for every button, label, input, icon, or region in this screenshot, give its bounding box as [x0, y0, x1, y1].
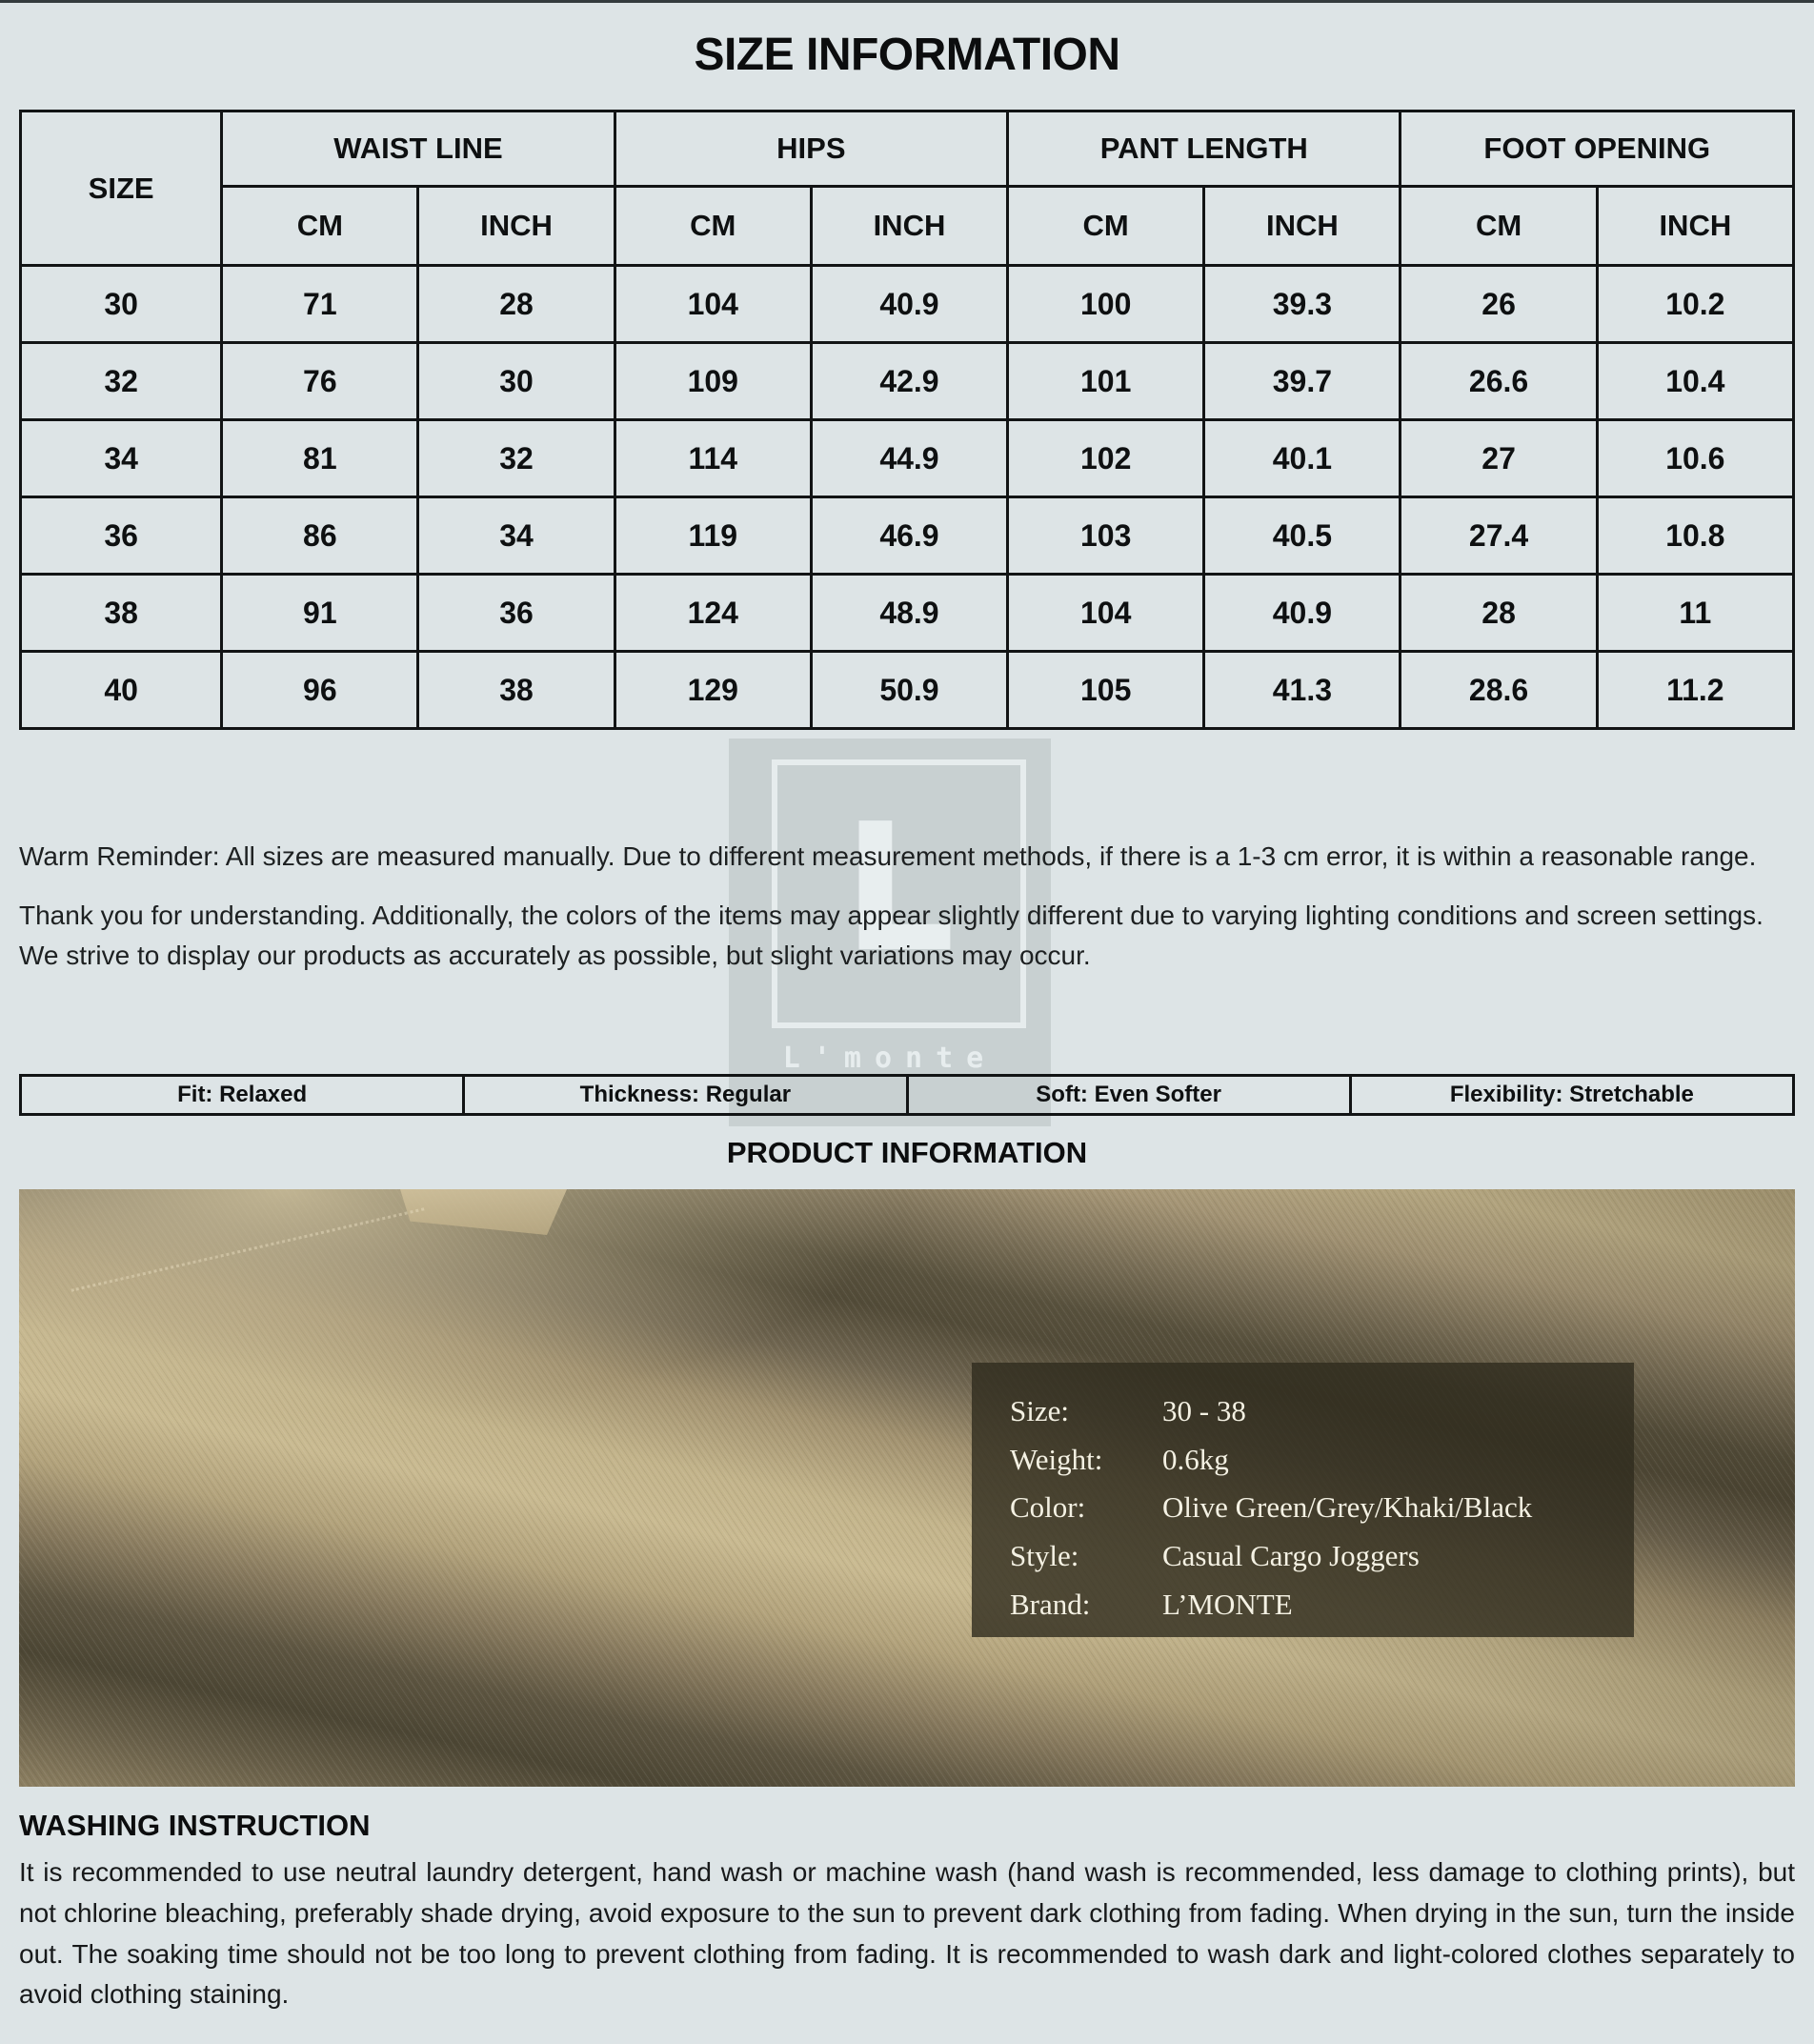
value-cell: 129: [615, 652, 811, 729]
watermark-logo-letter: L: [842, 784, 956, 991]
value-cell: 26: [1401, 266, 1597, 343]
value-cell: 91: [222, 575, 418, 652]
size-column-header: SIZE: [21, 111, 222, 266]
table-row: [21, 497, 1794, 575]
fabric-photo: [19, 1189, 1795, 1787]
value-cell: 28: [1401, 575, 1597, 652]
page-top-rule: [0, 0, 1814, 3]
info-label-brand: Brand:: [1010, 1587, 1091, 1621]
value-cell: 40.5: [1204, 497, 1401, 575]
value-cell: 100: [1008, 266, 1204, 343]
size-cell: 38: [21, 575, 222, 652]
value-cell: 36: [418, 575, 615, 652]
value-cell: 30: [418, 343, 615, 420]
attribute-softness: Soft: Even Softer: [906, 1077, 1349, 1113]
value-cell: 114: [615, 420, 811, 497]
size-cell: 36: [21, 497, 222, 575]
info-value-size: 30 - 38: [1162, 1394, 1246, 1427]
value-cell: 34: [418, 497, 615, 575]
value-cell: 28: [418, 266, 615, 343]
attribute-thickness: Thickness: Regular: [462, 1077, 905, 1113]
value-cell: 102: [1008, 420, 1204, 497]
group-header-hips: HIPS: [615, 111, 1007, 187]
washing-instruction-text: It is recommended to use neutral laundry detergent, hand wash or machine wash (hand wash is recommended, less damage to clothing prints), but not chlorine bleaching, preferably shade drying, avoid exposure to the sun to prevent dark clothing from fading. When drying in the sun, turn the inside out. The soaking time should not be too long to prevent clothing from fading. It is recommended to wash dark and light-colored clothes separately to avoid clothing staining.: [19, 1857, 1795, 2010]
info-label-style: Style:: [1010, 1539, 1079, 1573]
value-cell: 41.3: [1204, 652, 1401, 729]
value-cell: 42.9: [811, 343, 1007, 420]
info-label-color: Color:: [1010, 1490, 1086, 1525]
size-table: [19, 110, 1795, 730]
value-cell: 103: [1008, 497, 1204, 575]
attribute-bar: [19, 1074, 1795, 1116]
notes-section: [19, 837, 1795, 975]
attribute-flexibility: Flexibility: Stretchable: [1349, 1077, 1792, 1113]
table-row: [21, 266, 1794, 343]
group-header-foot-opening: FOOT OPENING: [1401, 111, 1794, 187]
fabric-seam-line: [71, 1207, 425, 1291]
value-cell: 124: [615, 575, 811, 652]
value-cell: 50.9: [811, 652, 1007, 729]
unit-header-cm: CM: [1401, 187, 1597, 266]
table-group-header-row: [21, 111, 1794, 187]
unit-header-cm: CM: [1008, 187, 1204, 266]
unit-header-inch: INCH: [811, 187, 1007, 266]
product-information-heading: PRODUCT INFORMATION: [726, 1136, 1088, 1169]
size-cell: 30: [21, 266, 222, 343]
value-cell: 11.2: [1597, 652, 1793, 729]
size-cell: 40: [21, 652, 222, 729]
value-cell: 104: [615, 266, 811, 343]
info-value-style: Casual Cargo Joggers: [1162, 1539, 1420, 1573]
value-cell: 10.4: [1597, 343, 1793, 420]
value-cell: 109: [615, 343, 811, 420]
value-cell: 11: [1597, 575, 1793, 652]
value-cell: 76: [222, 343, 418, 420]
info-value-weight: 0.6kg: [1162, 1442, 1229, 1476]
value-cell: 27.4: [1401, 497, 1597, 575]
value-cell: 105: [1008, 652, 1204, 729]
unit-header-inch: INCH: [418, 187, 615, 266]
value-cell: 10.2: [1597, 266, 1793, 343]
unit-header-cm: CM: [222, 187, 418, 266]
info-label-size: Size:: [1010, 1394, 1069, 1427]
unit-header-cm: CM: [615, 187, 811, 266]
table-row: [21, 343, 1794, 420]
size-cell: 34: [21, 420, 222, 497]
value-cell: 44.9: [811, 420, 1007, 497]
value-cell: 71: [222, 266, 418, 343]
value-cell: 96: [222, 652, 418, 729]
value-cell: 48.9: [811, 575, 1007, 652]
value-cell: 10.6: [1597, 420, 1793, 497]
fabric-stitched-patch: [400, 1189, 567, 1235]
value-cell: 27: [1401, 420, 1597, 497]
washing-instruction-heading: WASHING INSTRUCTION: [19, 1809, 371, 1842]
value-cell: 39.3: [1204, 266, 1401, 343]
table-row: [21, 652, 1794, 729]
warm-reminder-text: Warm Reminder: All sizes are measured manually. Due to different measurement methods, if there is a 1-3 cm error, it is within a reasonable range.: [19, 841, 1757, 871]
info-value-brand: L’MONTE: [1162, 1587, 1293, 1621]
value-cell: 40.9: [1204, 575, 1401, 652]
table-unit-header-row: [21, 187, 1794, 266]
value-cell: 119: [615, 497, 811, 575]
value-cell: 46.9: [811, 497, 1007, 575]
table-row: [21, 575, 1794, 652]
value-cell: 10.8: [1597, 497, 1793, 575]
value-cell: 28.6: [1401, 652, 1597, 729]
value-cell: 101: [1008, 343, 1204, 420]
info-value-color: Olive Green/Grey/Khaki/Black: [1162, 1490, 1533, 1525]
value-cell: 104: [1008, 575, 1204, 652]
group-header-pant-length: PANT LENGTH: [1008, 111, 1401, 187]
watermark-brand-name: L'monte: [782, 1042, 998, 1075]
page-title: SIZE INFORMATION: [694, 30, 1120, 80]
product-info-card: [972, 1363, 1634, 1637]
value-cell: 40.1: [1204, 420, 1401, 497]
value-cell: 39.7: [1204, 343, 1401, 420]
table-row: [21, 420, 1794, 497]
unit-header-inch: INCH: [1204, 187, 1401, 266]
value-cell: 26.6: [1401, 343, 1597, 420]
attribute-fit: Fit: Relaxed: [177, 1082, 308, 1107]
value-cell: 38: [418, 652, 615, 729]
value-cell: 40.9: [811, 266, 1007, 343]
value-cell: 86: [222, 497, 418, 575]
size-table-section: [19, 110, 1795, 730]
size-cell: 32: [21, 343, 222, 420]
info-label-weight: Weight:: [1010, 1442, 1103, 1476]
understanding-text: Thank you for understanding. Additionally, the colors of the items may appear slightly different due to varying lighting conditions and screen settings. We strive to display our products as accurately as possible, but slight variations may occur.: [19, 901, 1764, 970]
value-cell: 32: [418, 420, 615, 497]
value-cell: 81: [222, 420, 418, 497]
unit-header-inch: INCH: [1597, 187, 1793, 266]
group-header-waist-line: WAIST LINE: [222, 111, 615, 187]
